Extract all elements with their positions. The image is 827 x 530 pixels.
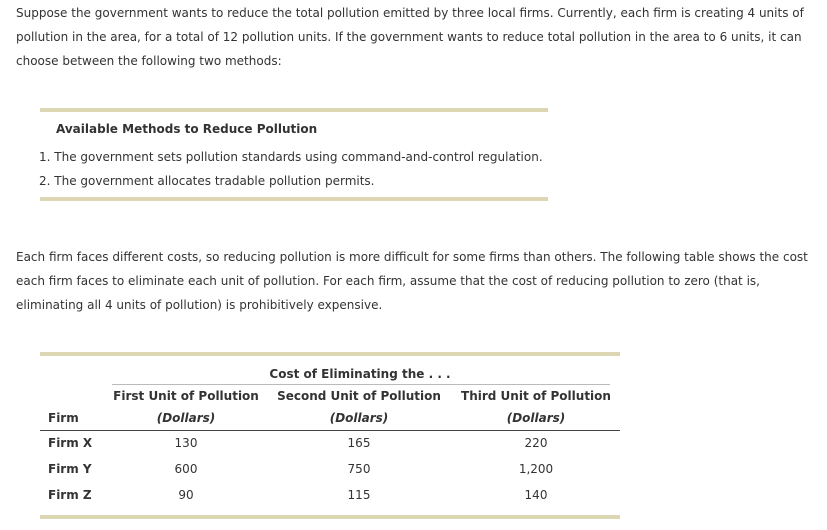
row-firm-y-second: 750 [347,462,371,476]
column-unit-third: (Dollars) [506,411,566,425]
column-header-first-unit: First Unit of Pollution [113,389,259,403]
super-header-underline [112,384,610,385]
row-firm-y-third: 1,200 [518,462,554,476]
methods-list [39,145,543,193]
methods-title: Available Methods to Reduce Pollution [56,122,318,136]
column-header-third-unit: Third Unit of Pollution [461,389,611,403]
table-bottom-divider [40,515,620,519]
row-firm-x-first: 130 [174,436,198,450]
row-firm-z-first: 90 [178,488,194,502]
row-firm-z-name: Firm Z [48,488,92,502]
row-firm-z-second: 115 [347,488,371,502]
header-divider [40,430,620,431]
cost-table [40,352,620,522]
column-unit-second: (Dollars) [329,411,389,425]
intro-paragraph: Suppose the government wants to reduce the total pollution emitted by three local firms. Currently, each firm is creating 4 units of pollution in the area, for a total of 12 pollution units. If the government wants to reduce total pollution in the area to 6 units, it can choose between the following two methods: [16,6,804,68]
row-firm-z-third: 140 [524,488,548,502]
method-item-1: 1. The government sets pollution standards using command-and-control regulation. [39,150,543,164]
methods-bottom-divider [40,197,548,201]
row-firm-x-third: 220 [524,436,548,450]
column-header-second-unit: Second Unit of Pollution [277,389,441,403]
table-super-header: Cost of Eliminating the . . . [269,367,451,381]
row-firm-x-name: Firm X [48,436,93,450]
row-firm-y-first: 600 [174,462,198,476]
row-firm-x-second: 165 [347,436,371,450]
costs-paragraph: Each firm faces different costs, so reducing pollution is more difficult for some firms than others. The following table shows the cost each firm faces to eliminate each unit of pollution. For each firm, assume that the cost of reducing pollution to zero (that is, eliminating all 4 units of pollution) is prohibitively expensive. [16,250,808,312]
method-item-2: 2. The government allocates tradable pollution permits. [39,174,375,188]
methods-box [40,108,548,202]
column-unit-first: (Dollars) [156,411,216,425]
methods-top-divider [40,108,548,112]
table-top-divider [40,352,620,356]
row-firm-y-name: Firm Y [48,462,92,476]
column-header-firm: Firm [48,411,79,425]
